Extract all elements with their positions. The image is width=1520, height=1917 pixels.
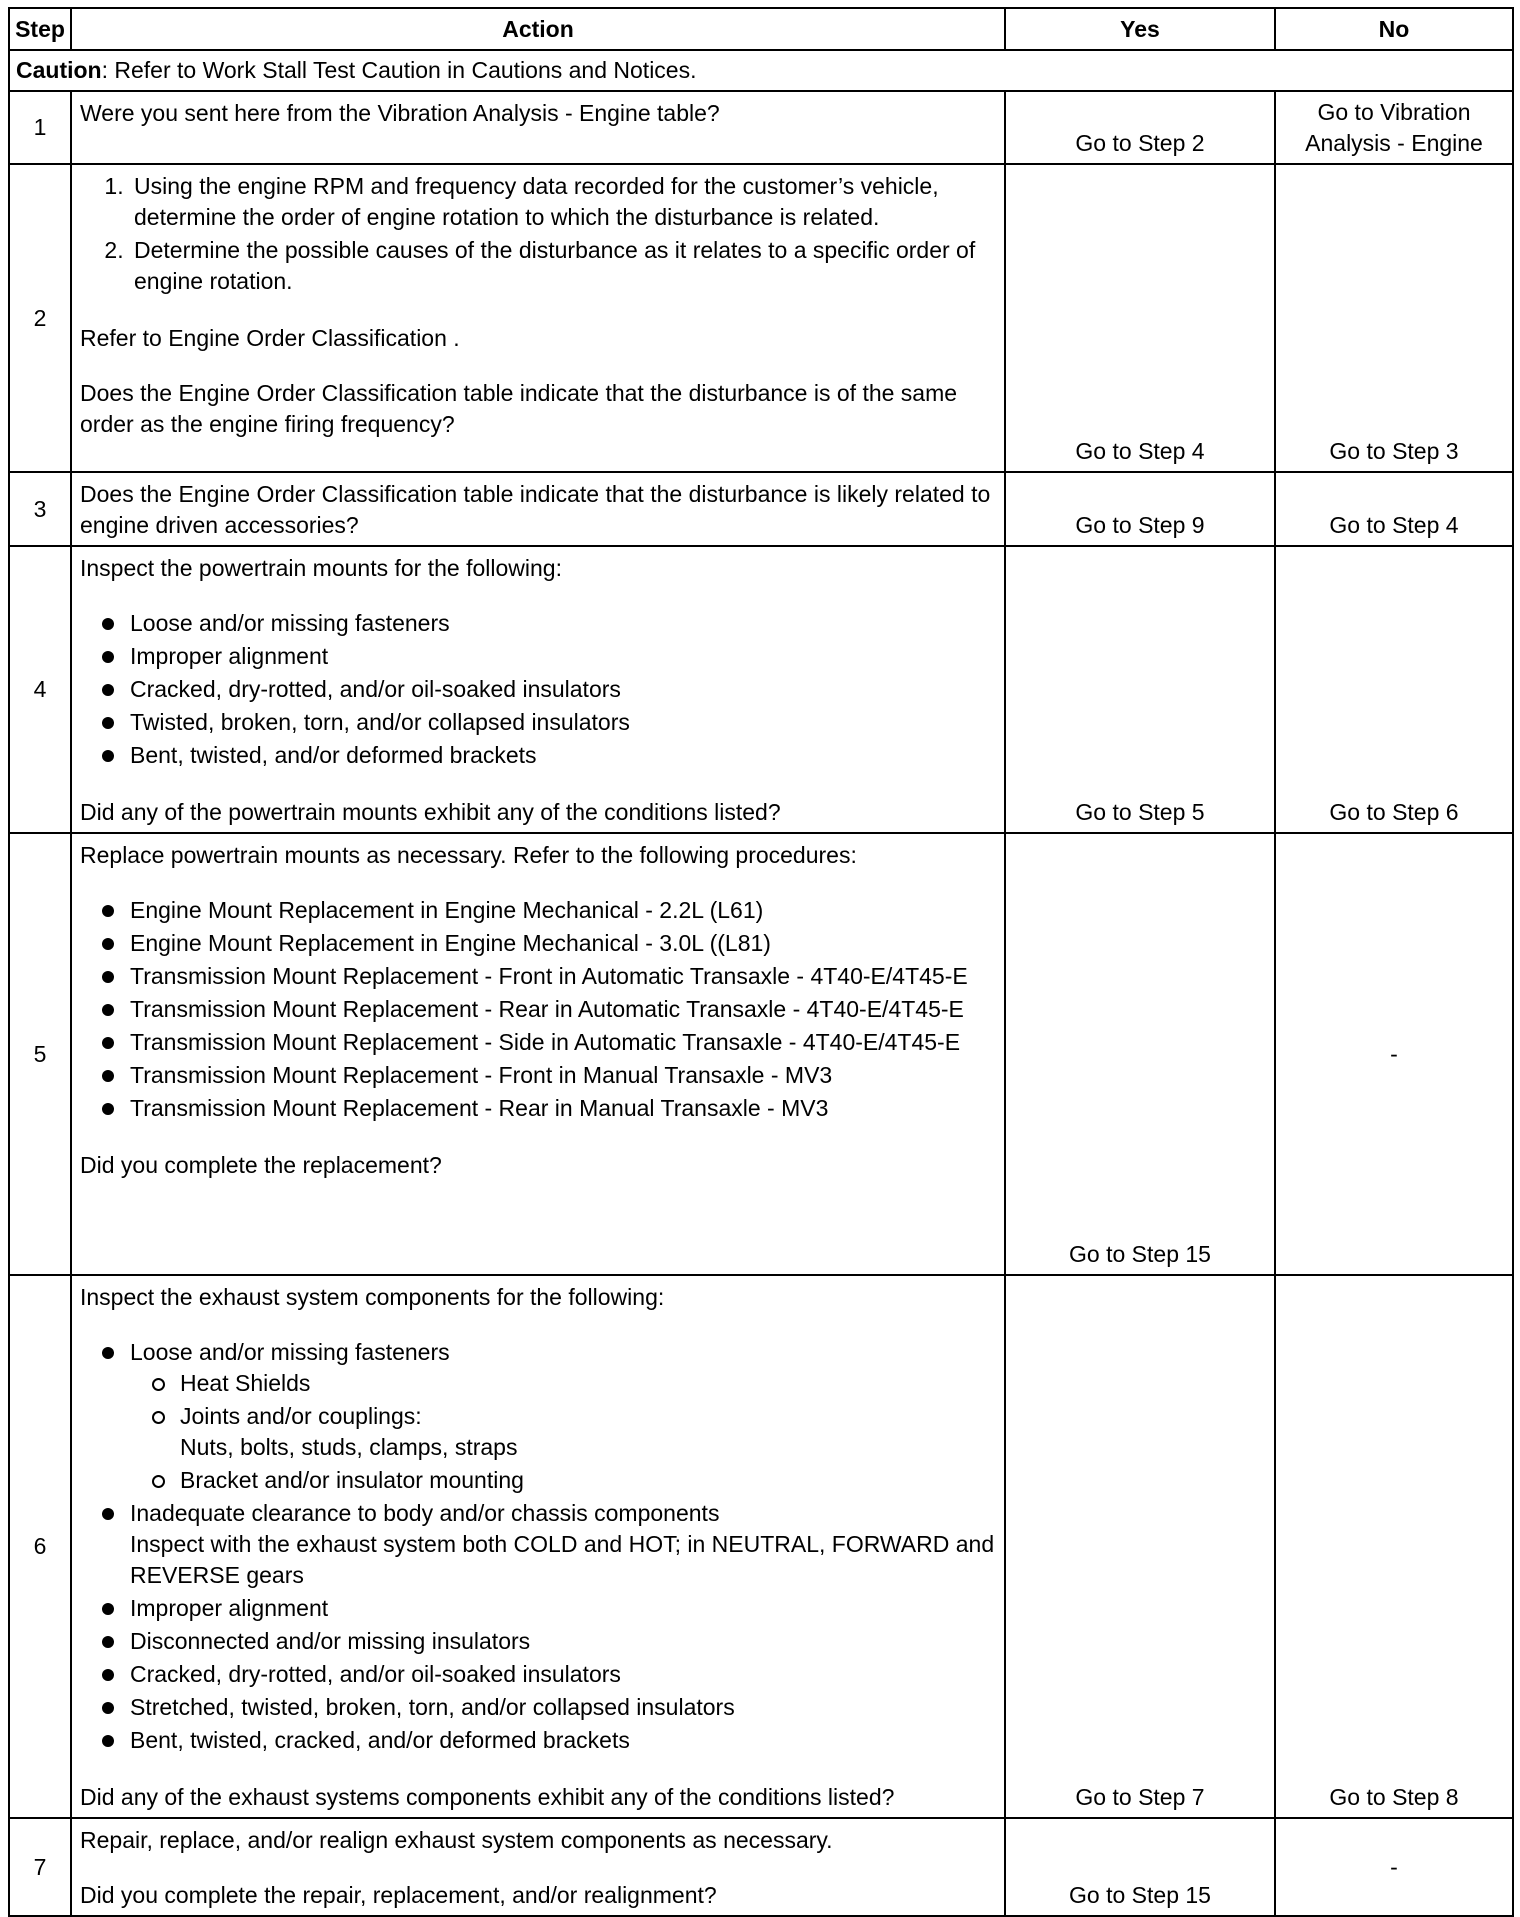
no-cell: - [1275,833,1513,1275]
list-item: Transmission Mount Replacement - Front in Automatic Transaxle - 4T40-E/4T45-E [80,961,996,992]
action-cell [71,546,1005,833]
step-number: 4 [9,546,71,833]
list-item: Twisted, broken, torn, and/or collapsed insulators [80,707,996,738]
list-item: Disconnected and/or missing insulators [80,1626,996,1657]
action-cell [71,91,1005,164]
action-cell [71,833,1005,1275]
bullet-list [80,608,996,771]
sub-list-item [130,1401,996,1463]
list-item: Bent, twisted, and/or deformed brackets [80,740,996,771]
question-text: Does the Engine Order Classification table indicate that the disturbance is likely related to engine driven accessories? [80,481,991,538]
list-item [80,1337,996,1496]
list-item: Improper alignment [80,1593,996,1624]
step-number: 1 [9,91,71,164]
question-text: Did you complete the replacement? [80,1152,442,1178]
numbered-list [80,171,996,297]
list-item: 1. Using the engine RPM and frequency data recorded for the customer’s vehicle, determine the order of engine rotation to which the disturbance is related. [130,171,996,233]
caution-row [9,50,1513,91]
no-cell: Go to Step 8 [1275,1275,1513,1818]
list-item: Stretched, twisted, broken, torn, and/or collapsed insulators [80,1692,996,1723]
table-row-step-6 [9,1275,1513,1818]
yes-cell: Go to Step 9 [1005,472,1275,546]
question-text: Does the Engine Order Classification table indicate that the disturbance is of the same order as the engine firing frequency? [80,380,958,437]
list-item: Transmission Mount Replacement - Rear in Automatic Transaxle - 4T40-E/4T45-E [80,994,996,1025]
table-row-step-2 [9,164,1513,472]
list-item: 2. Determine the possible causes of the disturbance as it relates to a specific order of engine rotation. [130,235,996,297]
bullet-list [80,895,996,1124]
list-item: Cracked, dry-rotted, and/or oil-soaked insulators [80,674,996,705]
question-text: Did any of the powertrain mounts exhibit any of the conditions listed? [80,799,781,825]
sub-list-item-text: Joints and/or couplings: [180,1403,422,1429]
list-item-detail: Inspect with the exhaust system both COLD and HOT; in NEUTRAL, FORWARD and REVERSE gears [130,1531,995,1588]
no-cell: Go to Step 6 [1275,546,1513,833]
intro-text: Inspect the exhaust system components for the following: [80,1284,665,1310]
list-item-text: Inadequate clearance to body and/or chassis components [130,1500,720,1526]
table-row-step-7 [9,1818,1513,1916]
list-item [80,1498,996,1591]
header-no: No [1275,8,1513,50]
step-number: 6 [9,1275,71,1818]
yes-cell: Go to Step 15 [1005,1818,1275,1916]
list-item: Cracked, dry-rotted, and/or oil-soaked insulators [80,1659,996,1690]
step-number: 5 [9,833,71,1275]
yes-cell: Go to Step 4 [1005,164,1275,472]
header-yes: Yes [1005,8,1275,50]
list-item: Engine Mount Replacement in Engine Mechanical - 2.2L (L61) [80,895,996,926]
no-line-2: Analysis - Engine [1305,130,1483,156]
list-item: Bent, twisted, cracked, and/or deformed brackets [80,1725,996,1756]
list-item: Transmission Mount Replacement - Front in Manual Transaxle - MV3 [80,1060,996,1091]
list-item: Engine Mount Replacement in Engine Mechanical - 3.0L ((L81) [80,928,996,959]
yes-cell: Go to Step 15 [1005,833,1275,1275]
caution-cell [9,50,1513,91]
refer-text: Refer to Engine Order Classification . [80,325,460,351]
question-text: Did any of the exhaust systems components exhibit any of the conditions listed? [80,1784,895,1810]
intro-text: Repair, replace, and/or realign exhaust system components as necessary. [80,1827,833,1853]
table-row-step-5 [9,833,1513,1275]
sub-list-item: Heat Shields [130,1368,996,1399]
no-cell: - [1275,1818,1513,1916]
yes-cell: Go to Step 2 [1005,91,1275,164]
sub-list [130,1368,996,1496]
diagnostic-table [8,7,1514,1917]
list-item: Loose and/or missing fasteners [80,608,996,639]
action-cell [71,1818,1005,1916]
list-item: Transmission Mount Replacement - Rear in Manual Transaxle - MV3 [80,1093,996,1124]
table-row-step-1 [9,91,1513,164]
no-cell: Go to Step 3 [1275,164,1513,472]
intro-text: Inspect the powertrain mounts for the following: [80,555,562,581]
question-text: Did you complete the repair, replacement, and/or realignment? [80,1882,717,1908]
caution-label: Caution [16,57,102,83]
table-row-step-4 [9,546,1513,833]
list-item: Improper alignment [80,641,996,672]
sub-list-item: Bracket and/or insulator mounting [130,1465,996,1496]
yes-cell: Go to Step 5 [1005,546,1275,833]
action-cell [71,1275,1005,1818]
sub-list-item-detail: Nuts, bolts, studs, clamps, straps [180,1434,518,1460]
caution-text: : Refer to Work Stall Test Caution in Cautions and Notices. [101,57,697,83]
step-number: 7 [9,1818,71,1916]
list-item-text: Loose and/or missing fasteners [130,1339,450,1365]
no-line-1: Go to Vibration [1317,99,1471,125]
step-number: 3 [9,472,71,546]
action-cell [71,472,1005,546]
question-text: Were you sent here from the Vibration Analysis - Engine table? [80,100,720,126]
header-action: Action [71,8,1005,50]
list-item: Transmission Mount Replacement - Side in Automatic Transaxle - 4T40-E/4T45-E [80,1027,996,1058]
header-step: Step [9,8,71,50]
step-number: 2 [9,164,71,472]
no-cell: Go to Step 4 [1275,472,1513,546]
intro-text: Replace powertrain mounts as necessary. Refer to the following procedures: [80,842,857,868]
no-cell [1275,91,1513,164]
action-cell [71,164,1005,472]
table-row-step-3 [9,472,1513,546]
yes-cell: Go to Step 7 [1005,1275,1275,1818]
bullet-list [80,1337,996,1756]
header-row [9,8,1513,50]
